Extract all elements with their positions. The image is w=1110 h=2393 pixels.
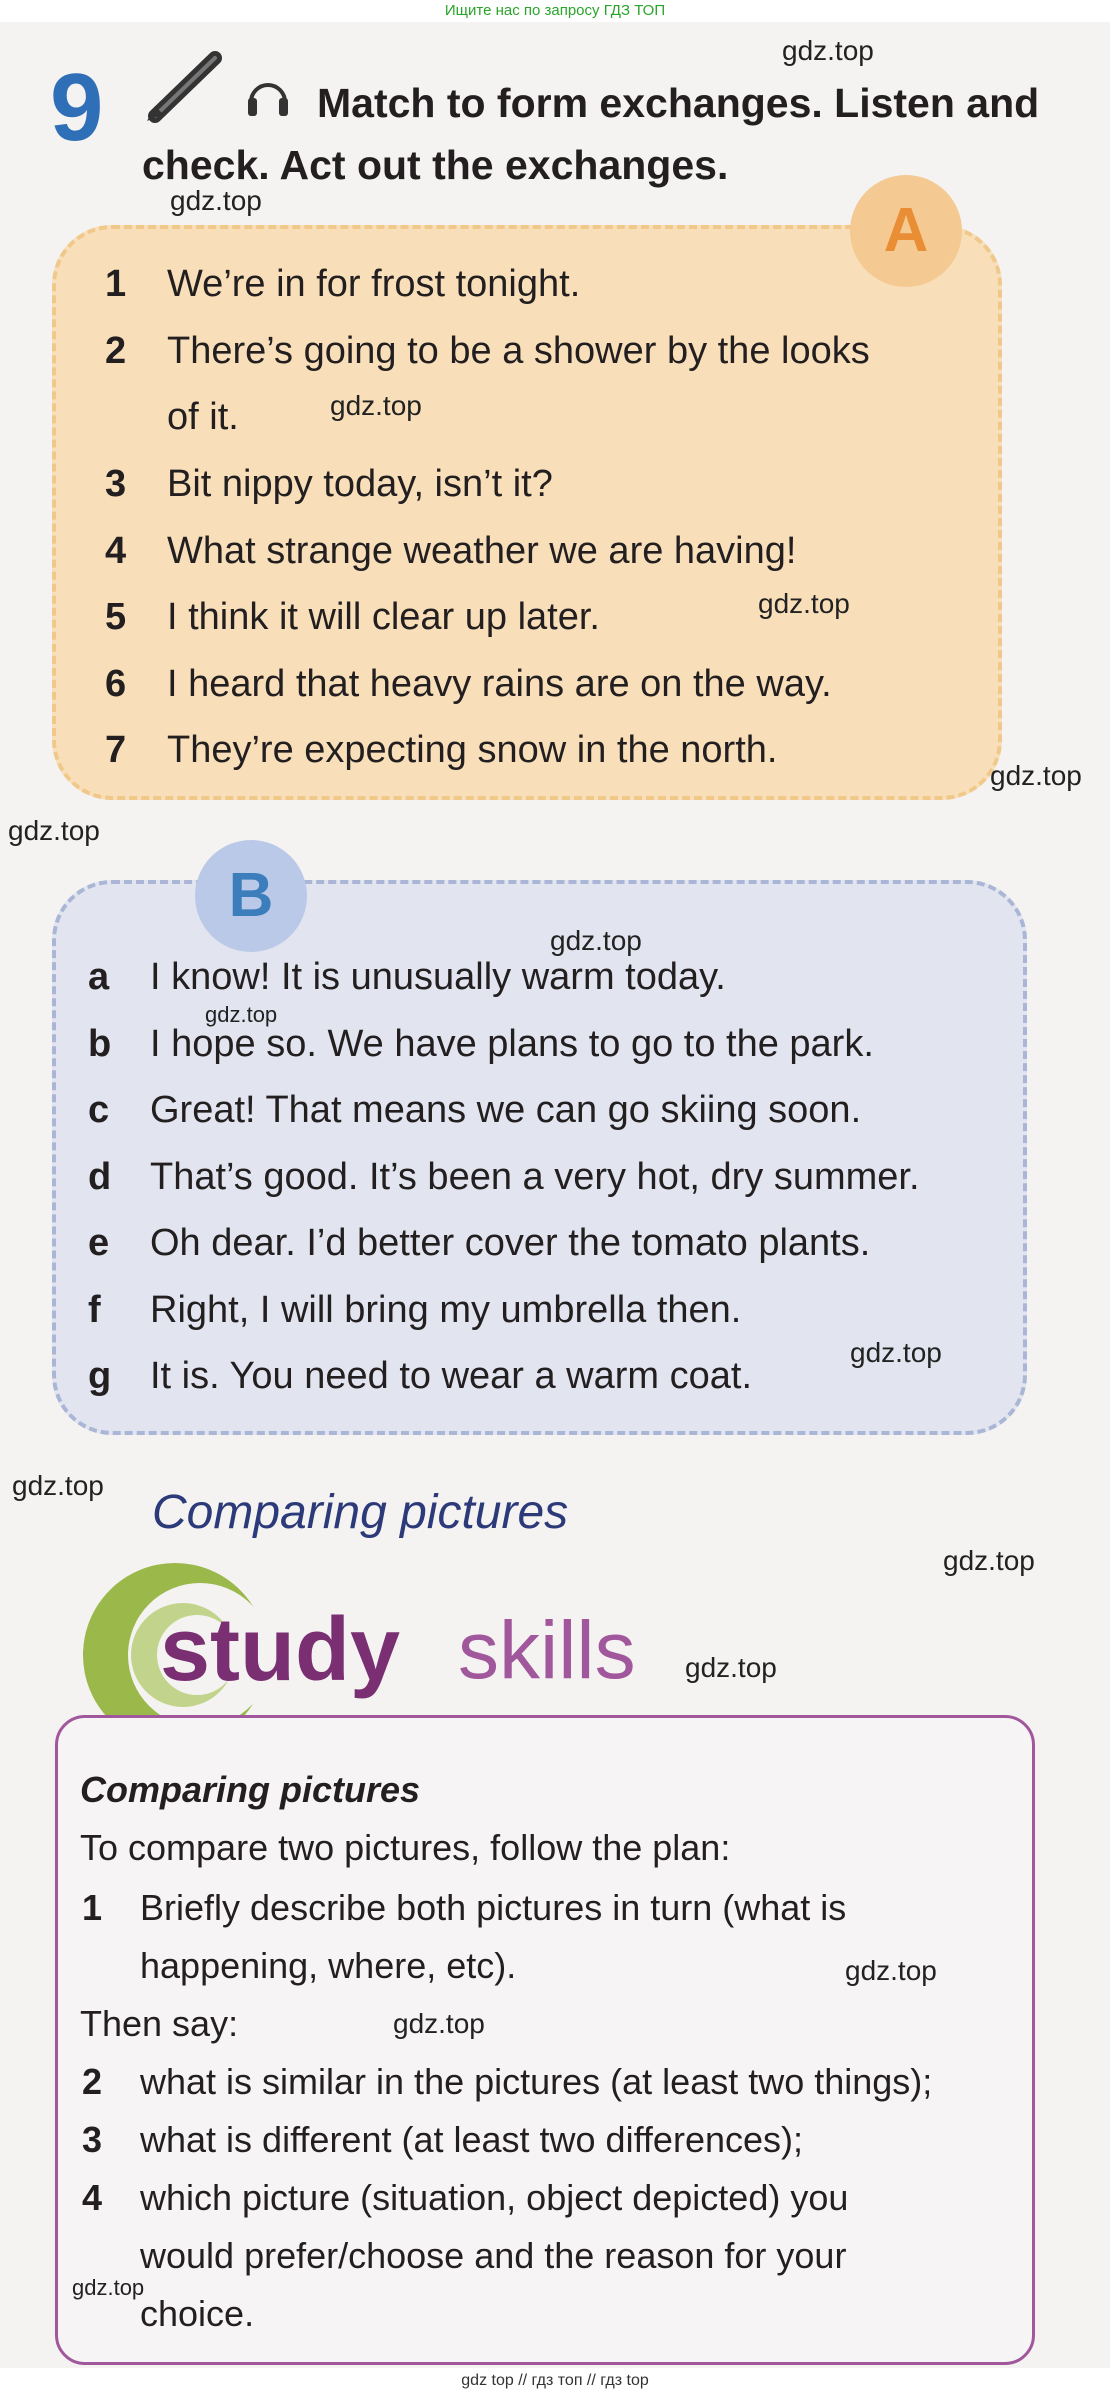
- item-text: I heard that heavy rains are on the way.: [167, 663, 832, 705]
- item-text: They’re expecting snow in the north.: [167, 729, 778, 771]
- then-say: Then say:: [80, 2003, 239, 2044]
- item-number: 6: [105, 663, 127, 705]
- item-letter: c: [88, 1089, 110, 1131]
- matching-box-a: [52, 225, 1002, 800]
- step-text: which picture (situation, object depicted) you: [140, 2177, 849, 2218]
- item-text: I think it will clear up later.: [167, 596, 600, 638]
- item-text: Right, I will bring my umbrella then.: [150, 1289, 742, 1331]
- watermark: gdz.top: [845, 1955, 937, 1986]
- watermark: gdz.top: [782, 35, 874, 66]
- step-text: what is similar in the pictures (at least two things);: [140, 2061, 933, 2102]
- step-number: 3: [82, 2119, 103, 2160]
- item-text: Great! That means we can go skiing soon.: [150, 1089, 862, 1131]
- item-text: of it.: [167, 396, 239, 438]
- item-text: I know! It is unusually warm today.: [150, 956, 726, 998]
- study-skills-skills-word: skills: [458, 1605, 636, 1696]
- item-text: There’s going to be a shower by the looks: [167, 330, 870, 372]
- item-number: 1: [105, 263, 127, 305]
- item-letter: a: [88, 956, 110, 998]
- item-text: Oh dear. I’d better cover the tomato plants.: [150, 1222, 871, 1264]
- watermark: gdz.top: [8, 815, 100, 846]
- section-heading: Comparing pictures: [152, 1486, 569, 1539]
- badge-b: B: [195, 840, 307, 952]
- watermark: gdz.top: [12, 1470, 104, 1501]
- step-text: choice.: [140, 2293, 255, 2334]
- exercise-number: 9: [50, 54, 104, 161]
- watermark: gdz.top: [72, 2275, 145, 2300]
- item-letter: d: [88, 1156, 112, 1198]
- item-letter: f: [88, 1289, 101, 1331]
- item-text: I hope so. We have plans to go to the park.: [150, 1023, 874, 1065]
- item-letter: b: [88, 1023, 112, 1065]
- watermark: gdz.top: [330, 390, 422, 421]
- watermark: gdz.top: [393, 2008, 485, 2039]
- step-number: 1: [82, 1887, 103, 1928]
- study-skills-intro: To compare two pictures, follow the plan:: [80, 1827, 731, 1868]
- step-text: would prefer/choose and the reason for your: [140, 2235, 847, 2276]
- item-number: 2: [105, 330, 127, 372]
- item-number: 7: [105, 729, 127, 771]
- watermark: gdz.top: [758, 588, 850, 619]
- item-text: That’s good. It’s been a very hot, dry summer.: [150, 1156, 920, 1198]
- study-skills-title: Comparing pictures: [80, 1769, 421, 1810]
- badge-a: A: [850, 175, 962, 287]
- watermark: gdz.top: [943, 1545, 1035, 1576]
- watermark: gdz.top: [685, 1652, 777, 1683]
- step-number: 2: [82, 2061, 103, 2102]
- item-text: We’re in for frost tonight.: [167, 263, 581, 305]
- step-number: 4: [82, 2177, 103, 2218]
- watermark: gdz.top: [170, 185, 262, 216]
- watermark: gdz.top: [550, 925, 642, 956]
- step-text: Briefly describe both pictures in turn (what is: [140, 1887, 847, 1928]
- watermark: gdz.top: [205, 1002, 278, 1027]
- watermark: gdz.top: [850, 1337, 942, 1368]
- top-banner: Ищите нас по запросу ГДЗ ТОП: [0, 0, 1110, 22]
- bottom-banner: gdz top // гдз топ // гдз top: [0, 2368, 1110, 2393]
- exercise-title: Match to form exchanges. Listen and check. Act out the exchanges.: [142, 80, 1040, 188]
- step-text: happening, where, etc).: [140, 1945, 517, 1986]
- step-text: what is different (at least two differences);: [140, 2119, 803, 2160]
- item-number: 4: [105, 530, 127, 572]
- item-letter: e: [88, 1222, 110, 1264]
- watermark: gdz.top: [990, 760, 1082, 791]
- item-text: Bit nippy today, isn’t it?: [167, 463, 553, 505]
- item-number: 3: [105, 463, 127, 505]
- item-letter: g: [88, 1355, 112, 1397]
- item-text: What strange weather we are having!: [167, 530, 797, 572]
- study-skills-study-word: study: [160, 1600, 401, 1700]
- item-number: 5: [105, 596, 127, 638]
- item-text: It is. You need to wear a warm coat.: [150, 1355, 753, 1397]
